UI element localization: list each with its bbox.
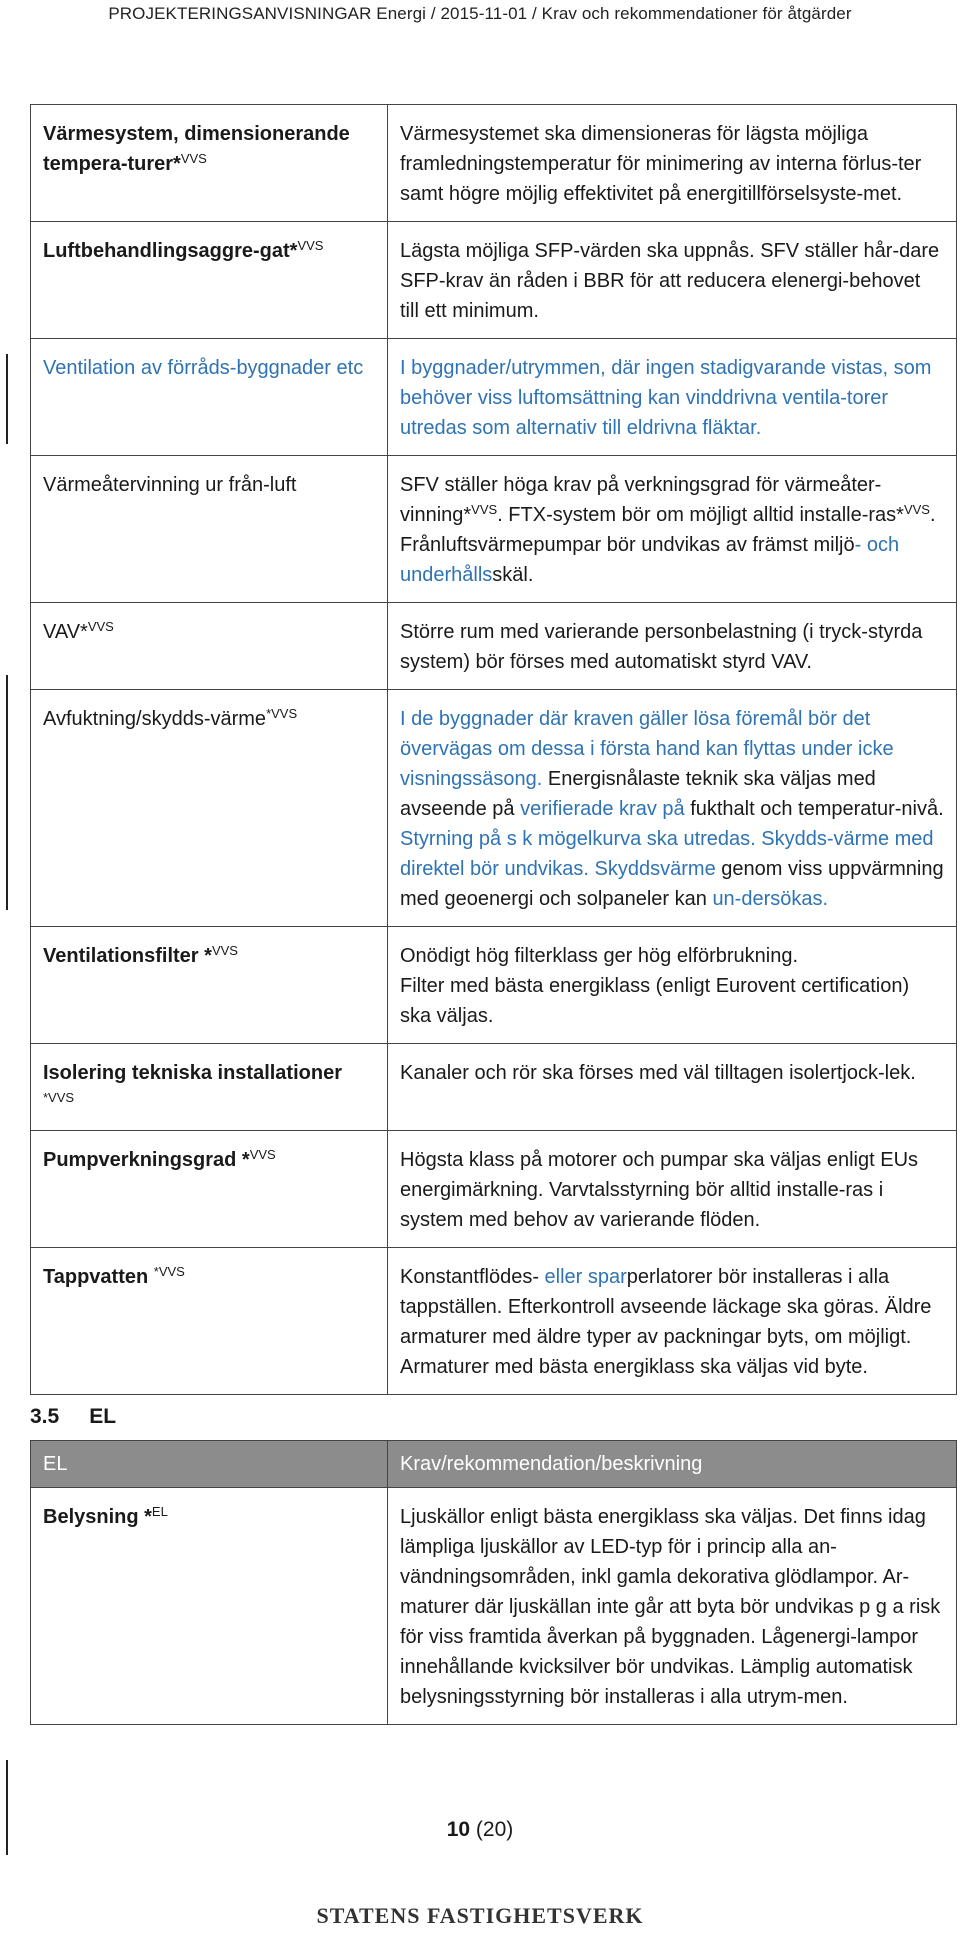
description-text: Styrning på s k mögelkurva ska utredas. Skydds-värme med direktel bör undvikas. Skyddsvärme	[400, 828, 934, 880]
discipline-marker: VVS	[211, 943, 238, 958]
change-bar	[6, 675, 8, 910]
table-row	[31, 1044, 957, 1131]
discipline-marker: VVS	[471, 502, 498, 517]
table-row	[31, 105, 957, 222]
discipline-marker: VVS	[87, 619, 114, 634]
table-header-row	[31, 1441, 957, 1488]
description-text: Högsta klass på motorer och pumpar ska väljas enligt EUs energimärkning. Varvtalsstyrning bör alltid installe-ras i system med behov av varierande flöden.	[400, 1149, 919, 1231]
row-label-cell	[31, 1488, 388, 1725]
discipline-marker: *VVS	[153, 1264, 185, 1279]
section-heading	[30, 1405, 116, 1429]
description-text: - och underhålls	[400, 534, 900, 586]
section-number: 3.5	[30, 1405, 60, 1428]
row-description	[388, 603, 957, 690]
discipline-marker: *VVS	[266, 706, 298, 721]
page-current: 10	[446, 1818, 471, 1841]
description-text: Onödigt hög filterklass ger hög elförbrukning. Filter med bästa energiklass (enligt Eurovent certification) ska väljas.	[400, 945, 910, 1027]
row-description	[388, 456, 957, 603]
row-label: Ventilation av förråds-byggnader etc	[43, 357, 364, 379]
row-description	[388, 105, 957, 222]
table-row	[31, 927, 957, 1044]
page-number	[0, 1818, 960, 1842]
row-description	[388, 1488, 957, 1725]
description-text: I de byggnader där kraven gäller lösa föremål bör det övervägas om dessa i första hand kan flyttas under icke visningssäsong.	[400, 708, 894, 790]
description-text: Kanaler och rör ska förses med väl tilltagen isolertjock-lek.	[400, 1062, 916, 1084]
description-text: un-dersökas.	[712, 888, 829, 910]
row-label: Tappvatten	[43, 1266, 154, 1288]
row-description	[388, 1248, 957, 1395]
row-label-cell	[31, 1248, 388, 1395]
description-text: SFV ställer höga krav på verkningsgrad för värmeåter-vinning*	[400, 474, 882, 526]
discipline-marker: VVS	[249, 1147, 276, 1162]
table-row	[31, 222, 957, 339]
description-text: verifierade krav på	[520, 798, 685, 820]
row-label-cell	[31, 339, 388, 456]
row-label-cell	[31, 1131, 388, 1248]
description-text: fukthalt och temperatur-nivå.	[684, 798, 944, 820]
row-label-cell	[31, 603, 388, 690]
discipline-marker: EL	[151, 1504, 168, 1519]
discipline-marker: *VVS	[43, 1090, 75, 1105]
table-row	[31, 603, 957, 690]
table-row	[31, 456, 957, 603]
document-header: PROJEKTERINGSANVISNINGAR Energi / 2015-11-01 / Krav och rekommendationer för åtgärder	[108, 4, 852, 23]
row-description	[388, 1044, 957, 1131]
footer-agency-name: STATENS FASTIGHETSVERK	[316, 1903, 644, 1928]
discipline-marker: VVS	[297, 238, 324, 253]
row-label: Avfuktning/skydds-värme	[43, 708, 267, 730]
description-text: Större rum med varierande personbelastning (i tryck-styrda system) bör förses med automatiskt styrd VAV.	[400, 621, 923, 673]
description-text: skäl.	[492, 564, 534, 586]
row-label: Isolering tekniska installationer	[43, 1062, 342, 1084]
row-label-cell	[31, 927, 388, 1044]
description-text: I byggnader/utrymmen, där ingen stadigvarande vistas, som behöver viss luftomsättning kan vinddrivna ventila-torer utredas som alternativ till eldrivna fläktar.	[400, 357, 932, 439]
row-label: Ventilationsfilter *	[43, 945, 212, 967]
description-text: perlatorer bör installeras i alla tappställen. Efterkontroll avseende läckage ska göras. Äldre armaturer med äldre typer av packningar byts, om möjligt. Armaturer med bästa energiklass ska väljas vid byte.	[400, 1266, 932, 1378]
discipline-marker: VVS	[903, 502, 930, 517]
table-row	[31, 690, 957, 927]
description-text: . Frånluftsvärmepumpar bör undvikas av främst miljö	[400, 504, 936, 556]
column-header-category: EL	[31, 1441, 388, 1488]
row-label-cell	[31, 456, 388, 603]
change-bar	[6, 354, 8, 444]
description-text: Värmesystemet ska dimensioneras för lägsta möjliga framledningstemperatur för minimering av interna förlus-ter samt högre möjlig effektivitet på energitillförselsyste-met.	[400, 123, 922, 205]
table-row	[31, 1131, 957, 1248]
row-label: Värmesystem, dimensionerande tempera-turer*	[43, 123, 350, 175]
description-text: . FTX-system bör om möjligt alltid installe-ras*	[497, 504, 904, 526]
row-label-cell	[31, 1044, 388, 1131]
row-label-cell	[31, 690, 388, 927]
table-row	[31, 1488, 957, 1725]
section-title: EL	[89, 1405, 117, 1428]
table-row	[31, 1248, 957, 1395]
requirements-table-vvs	[30, 104, 957, 1395]
row-label: Luftbehandlingsaggre-gat*	[43, 240, 298, 262]
description-text: Ljuskällor enligt bästa energiklass ska väljas. Det finns idag lämpliga ljuskällor av LED-typ för i princip alla an-vändningsområden, inkl gamla dekorativa glödlampor. Ar-maturer där ljuskällan inte går att byta bör undvikas p g a risk för viss framtida åverkan på byggnaden. Lågenergi-lampor innehållande kvicksilver bör undvikas. Lämplig automatisk belysningsstyrning bör installeras i alla utrym-men.	[400, 1506, 941, 1708]
row-label-cell	[31, 222, 388, 339]
row-label: VAV*	[43, 621, 88, 643]
page-total: (20)	[475, 1818, 514, 1841]
requirements-table-el	[30, 1440, 957, 1725]
row-description	[388, 222, 957, 339]
row-label: Värmeåtervinning ur från-luft	[43, 474, 297, 496]
description-text: Energisnålaste teknik ska väljas med avseende på	[400, 768, 876, 820]
row-description	[388, 690, 957, 927]
description-text: eller spar	[544, 1266, 627, 1288]
row-label: Belysning *	[43, 1506, 152, 1528]
table-row	[31, 339, 957, 456]
description-text: Lägsta möjliga SFP-värden ska uppnås. SFV ställer hår-dare SFP-krav än råden i BBR för att reducera elenergi-behovet till ett minimum.	[400, 240, 940, 322]
discipline-marker: VVS	[180, 151, 207, 166]
description-text: Konstantflödes-	[400, 1266, 545, 1288]
row-description	[388, 339, 957, 456]
row-description	[388, 1131, 957, 1248]
description-text: genom viss uppvärmning med geoenergi och solpaneler kan	[400, 858, 944, 910]
column-header-description: Krav/rekommendation/beskrivning	[388, 1441, 957, 1488]
row-label-cell	[31, 105, 388, 222]
row-description	[388, 927, 957, 1044]
row-label: Pumpverkningsgrad *	[43, 1149, 250, 1171]
